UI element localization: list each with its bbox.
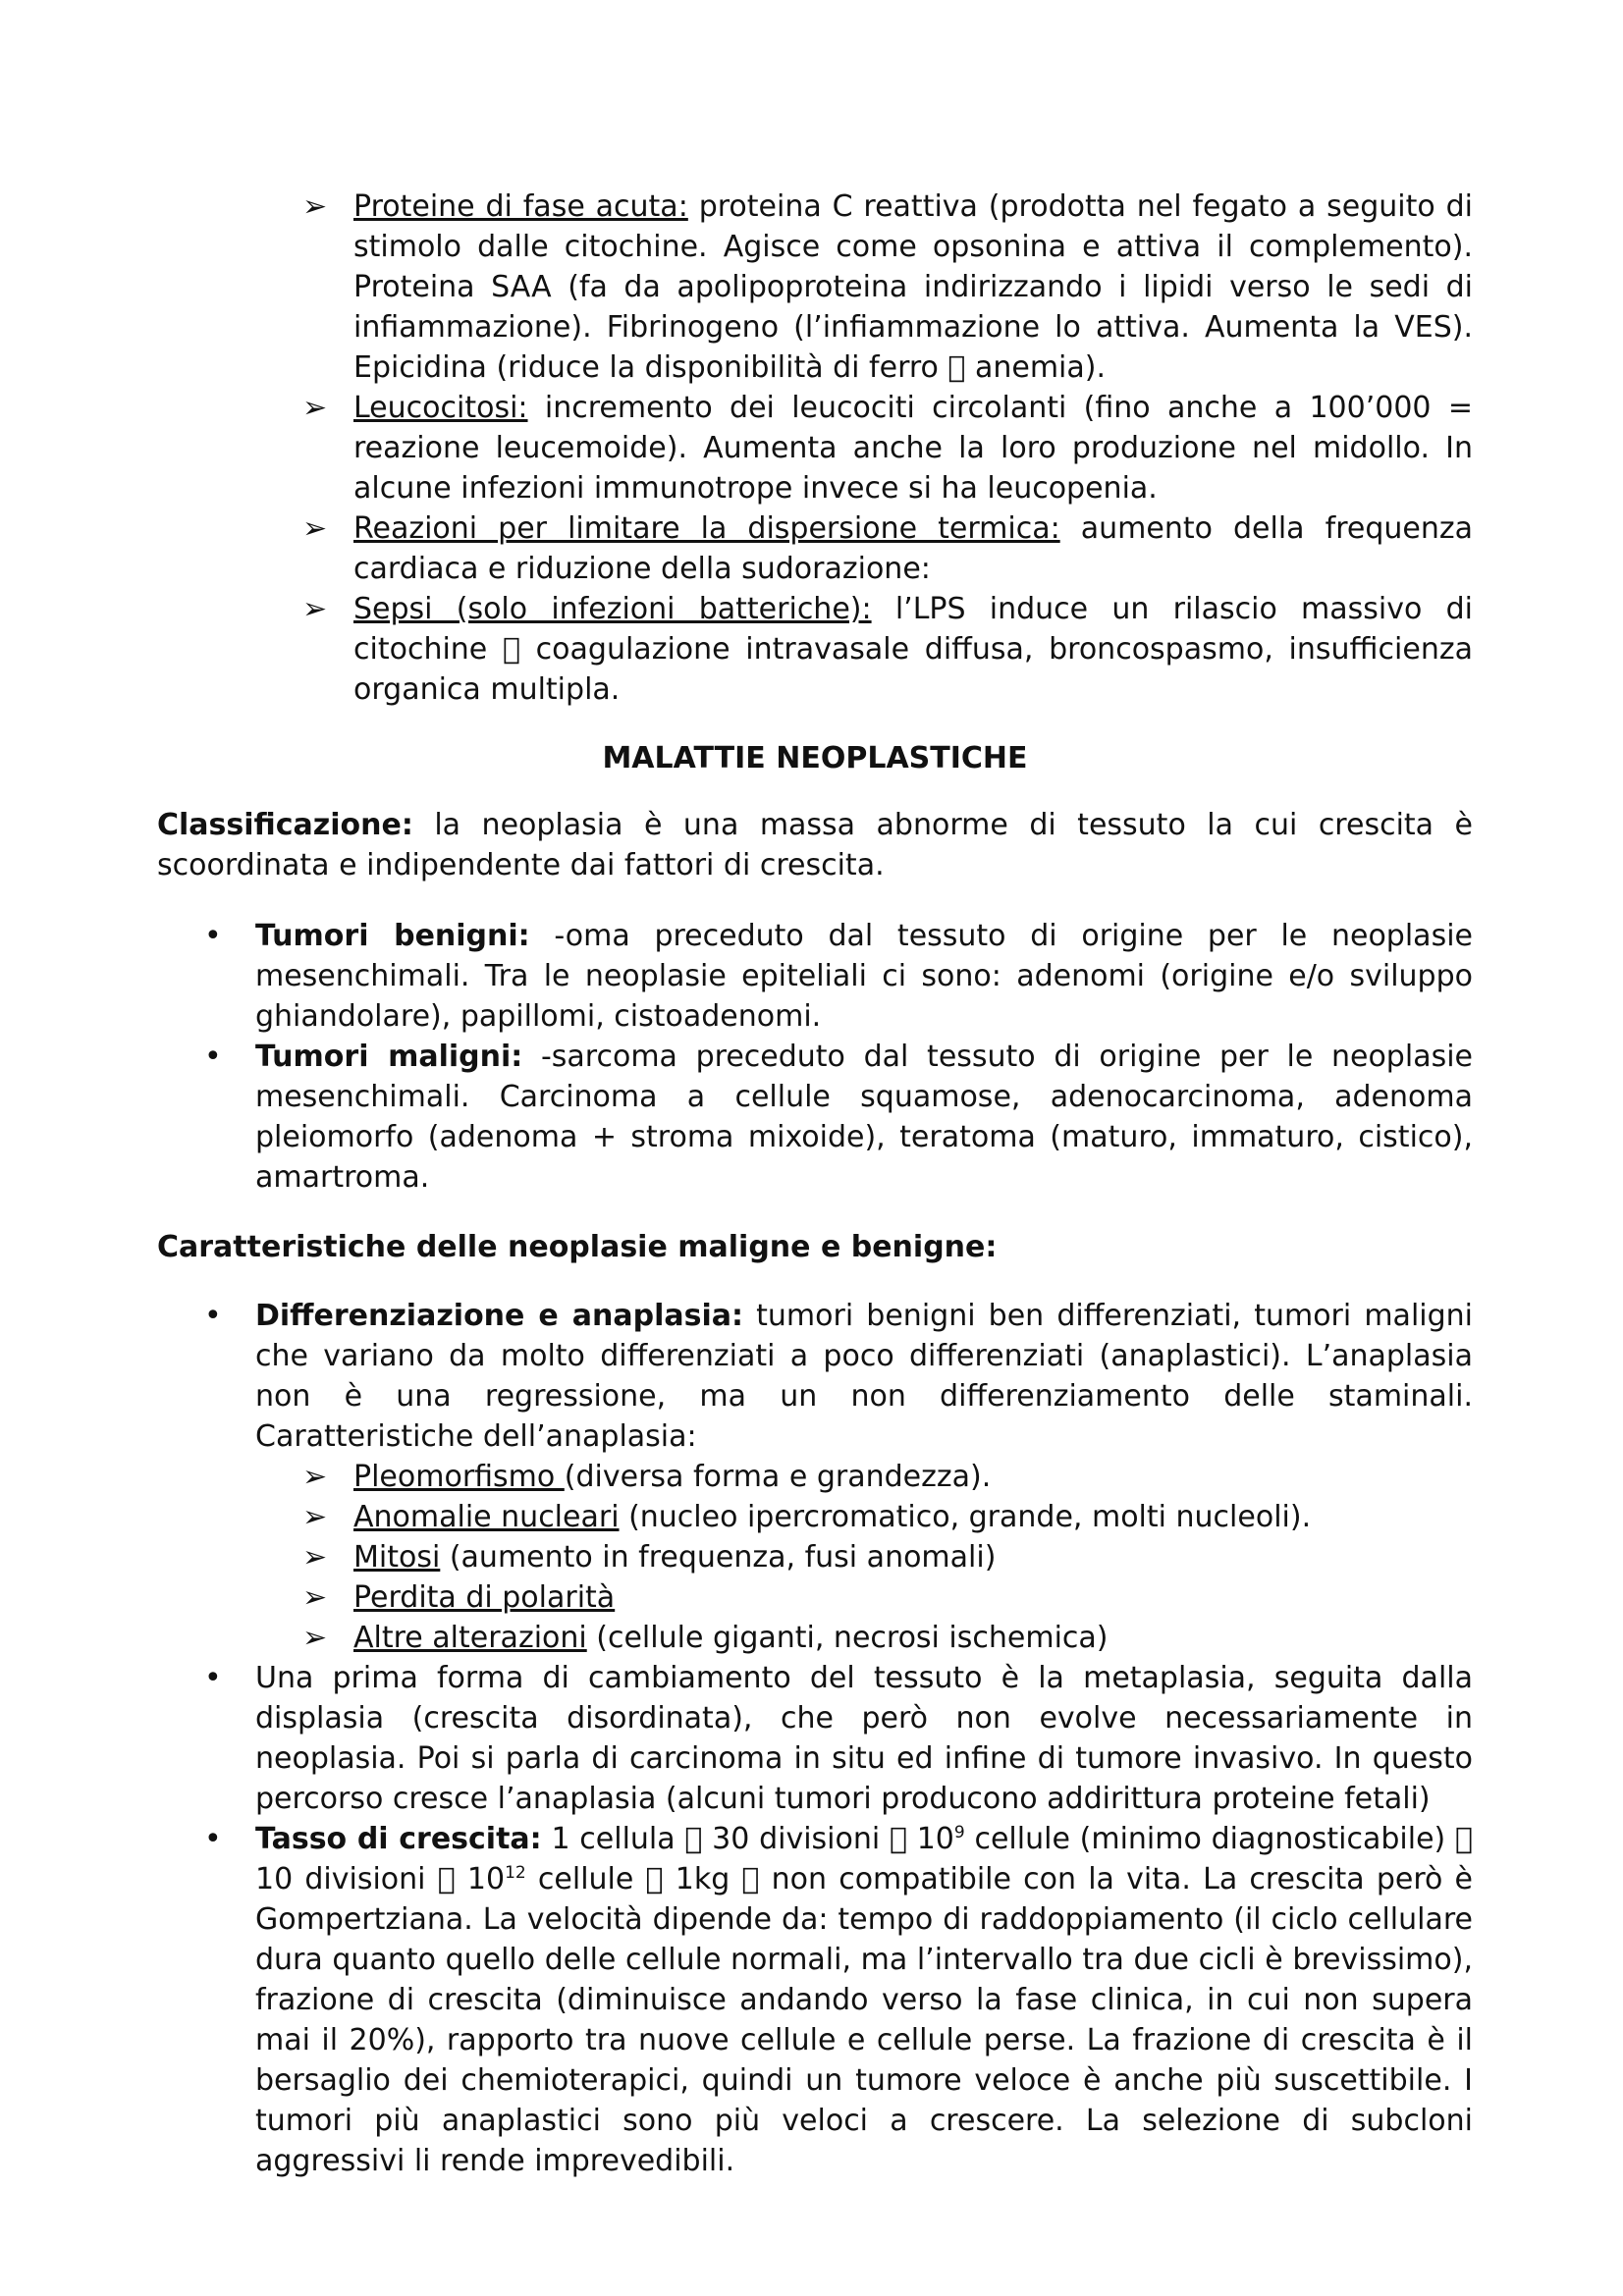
arrow-bullet-icon: ➢ <box>302 511 328 546</box>
bullet-icon: • <box>204 1822 222 1856</box>
list-item-label: Differenziazione e anaplasia: <box>255 1299 744 1333</box>
arrow-list-top <box>157 187 1473 710</box>
bullet-icon: • <box>204 1299 222 1333</box>
tasso-text-1: 1 cellula 30 divisioni 10 <box>542 1822 904 1856</box>
classificazione-label: Classificazione: <box>157 808 413 842</box>
list-item-label: Tumori maligni: <box>255 1040 523 1074</box>
arrow-bullet-icon: ➢ <box>302 1500 328 1534</box>
list-item-term: Perdita di polarità <box>353 1580 616 1615</box>
list-item <box>157 1577 1473 1618</box>
list-item <box>157 1658 1473 1819</box>
section-title-wrap <box>157 738 1473 778</box>
list-item <box>157 1037 1473 1198</box>
list-item-text: Una prima forma di cambiamento del tessuto è la metaplasia, seguita dalla displasia (crescita disordinata), che però non evolve necessariamente in neoplasia. Poi si parla di carcinoma in situ ed infine di tumore invasivo. In questo percorso cresce l’anaplasia (alcuni tumori producono addirittura proteine fetali) <box>255 1661 1473 1816</box>
classificazione-text: la neoplasia è una massa abnorme di tessuto la cui crescita è scoordinata e indipendente dai fattori di crescita. <box>157 808 1473 882</box>
arrow-bullet-icon: ➢ <box>302 1460 328 1494</box>
tasso-superscript-2: 12 <box>431 1863 453 1883</box>
list-item <box>157 916 1473 1037</box>
arrow-bullet-icon: ➢ <box>302 1621 328 1655</box>
list-item-term: Sepsi (solo infezioni batteriche): <box>353 592 872 626</box>
caratteristiche-heading: Caratteristiche delle neoplasie maligne e benigne: <box>157 1230 998 1264</box>
caratteristiche-heading-wrap <box>157 1227 1473 1267</box>
tasso-superscript-1: 9 <box>903 1823 915 1842</box>
list-item-term: Proteine di fase acuta: <box>353 189 688 224</box>
list-item <box>157 1618 1473 1658</box>
list-item-text: tumori benigni ben differenziati, tumori maligni che variano da molto differenziati a poco differenziati (anaplastici). L’anaplasia non è una regressione, ma un non differenziamento delle staminali. Caratteristiche dell’anaplasia: <box>255 1299 1474 1454</box>
list-item <box>157 508 1473 589</box>
list-item-text: (aumento in frequenza, fusi anomali) <box>440 1540 997 1575</box>
list-item <box>157 1819 1473 2181</box>
arrow-bullet-icon: ➢ <box>302 1540 328 1575</box>
list-item-term: Mitosi <box>353 1540 441 1575</box>
list-item <box>157 1537 1473 1577</box>
arrow-bullet-icon: ➢ <box>302 391 328 425</box>
tumori-list <box>157 916 1473 1198</box>
arrow-bullet-icon: ➢ <box>302 1580 328 1615</box>
list-item <box>157 589 1473 710</box>
list-item-label: Tumori benigni: <box>255 919 530 953</box>
list-item-term: Anomalie nucleari <box>353 1500 620 1534</box>
list-item-term: Pleomorfismo <box>353 1460 565 1494</box>
list-item-label: Tasso di crescita: <box>255 1822 542 1856</box>
list-item <box>157 187 1473 388</box>
arrow-bullet-icon: ➢ <box>302 592 328 626</box>
list-item-term: Altre alterazioni <box>353 1621 587 1655</box>
section-title: MALATTIE NEOPLASTICHE <box>602 741 1028 775</box>
list-item-text: (nucleo ipercromatico, grande, molti nucleoli). <box>619 1500 1312 1534</box>
arrow-bullet-icon: ➢ <box>302 189 328 224</box>
list-item-text: -sarcoma preceduto dal tessuto di origine per le neoplasie mesenchimali. Carcinoma a cellule squamose, adenocarcinoma, adenoma pleiomorfo (adenoma + stroma mixoide), teratoma (maturo, immaturo, cistico), amartroma. <box>255 1040 1473 1195</box>
list-item-text: (diversa forma e grandezza). <box>564 1460 992 1494</box>
list-item-term: Leucocitosi: <box>353 391 528 425</box>
list-item <box>157 1497 1473 1537</box>
list-item-text: -oma preceduto dal tessuto di origine per le neoplasie mesenchimali. Tra le neoplasie epiteliali ci sono: adenomi (origine e/o sviluppo ghiandolare), papillomi, cistoadenomi. <box>255 919 1473 1034</box>
caratteristiche-list <box>157 1296 1473 2181</box>
tasso-text-2: cellule (minimo diagnosticabile) 10 divisioni 10 <box>255 1822 1473 1896</box>
classificazione-paragraph <box>157 805 1473 885</box>
list-item <box>157 388 1473 508</box>
list-item-text: aumento della frequenza cardiaca e riduzione della sudorazione: <box>353 511 1473 586</box>
tasso-text-3: cellule 1kg non compatibile con la vita. La crescita però è Gompertziana. La velocità dipende da: tempo di raddoppiamento (il ciclo cellulare dura quanto quello delle cellule normali, ma l’intervallo tra due cicli è brevissimo), frazione di crescita (diminuisce andando verso la fase clinica, in cui non supera mai il 20%), rapporto tra nuove cellule e cellule perse. La frazione di crescita è il bersaglio dei chemioterapici, quindi un tumore veloce è anche più suscettibile. I tumori più anaplastici sono più veloci a crescere. La selezione di subcloni aggressivi li rende imprevedibili. <box>255 1862 1473 2178</box>
list-item-text: proteina C reattiva (prodotta nel fegato a seguito di stimolo dalle citochine. Agisce come opsonina e attiva il complemento). Proteina SAA (fa da apolipoproteina indirizzando i lipidi verso le sedi di infiammazione). Fibrinogeno (l’infiammazione lo attiva. Aumenta la VES). Epicidina (riduce la disponibilità di ferro anemia). <box>353 189 1473 385</box>
list-item <box>157 1457 1473 1497</box>
list-item-text: incremento dei leucociti circolanti (fino anche a 100’000 = reazione leucemoide). Aumenta anche la loro produzione nel midollo. In alcune infezioni immunotrope invece si ha leucopenia. <box>353 391 1473 506</box>
list-item <box>157 1296 1473 1457</box>
anaplasia-list <box>157 1457 1473 1658</box>
list-item-text: l’LPS induce un rilascio massivo di citochine coagulazione intravasale diffusa, broncospasmo, insufficienza organica multipla. <box>353 592 1473 707</box>
bullet-icon: • <box>204 1040 222 1074</box>
bullet-icon: • <box>204 919 222 953</box>
list-item-term: Reazioni per limitare la dispersione termica: <box>353 511 1060 546</box>
list-item-text: (cellule giganti, necrosi ischemica) <box>586 1621 1109 1655</box>
bullet-icon: • <box>204 1661 222 1695</box>
